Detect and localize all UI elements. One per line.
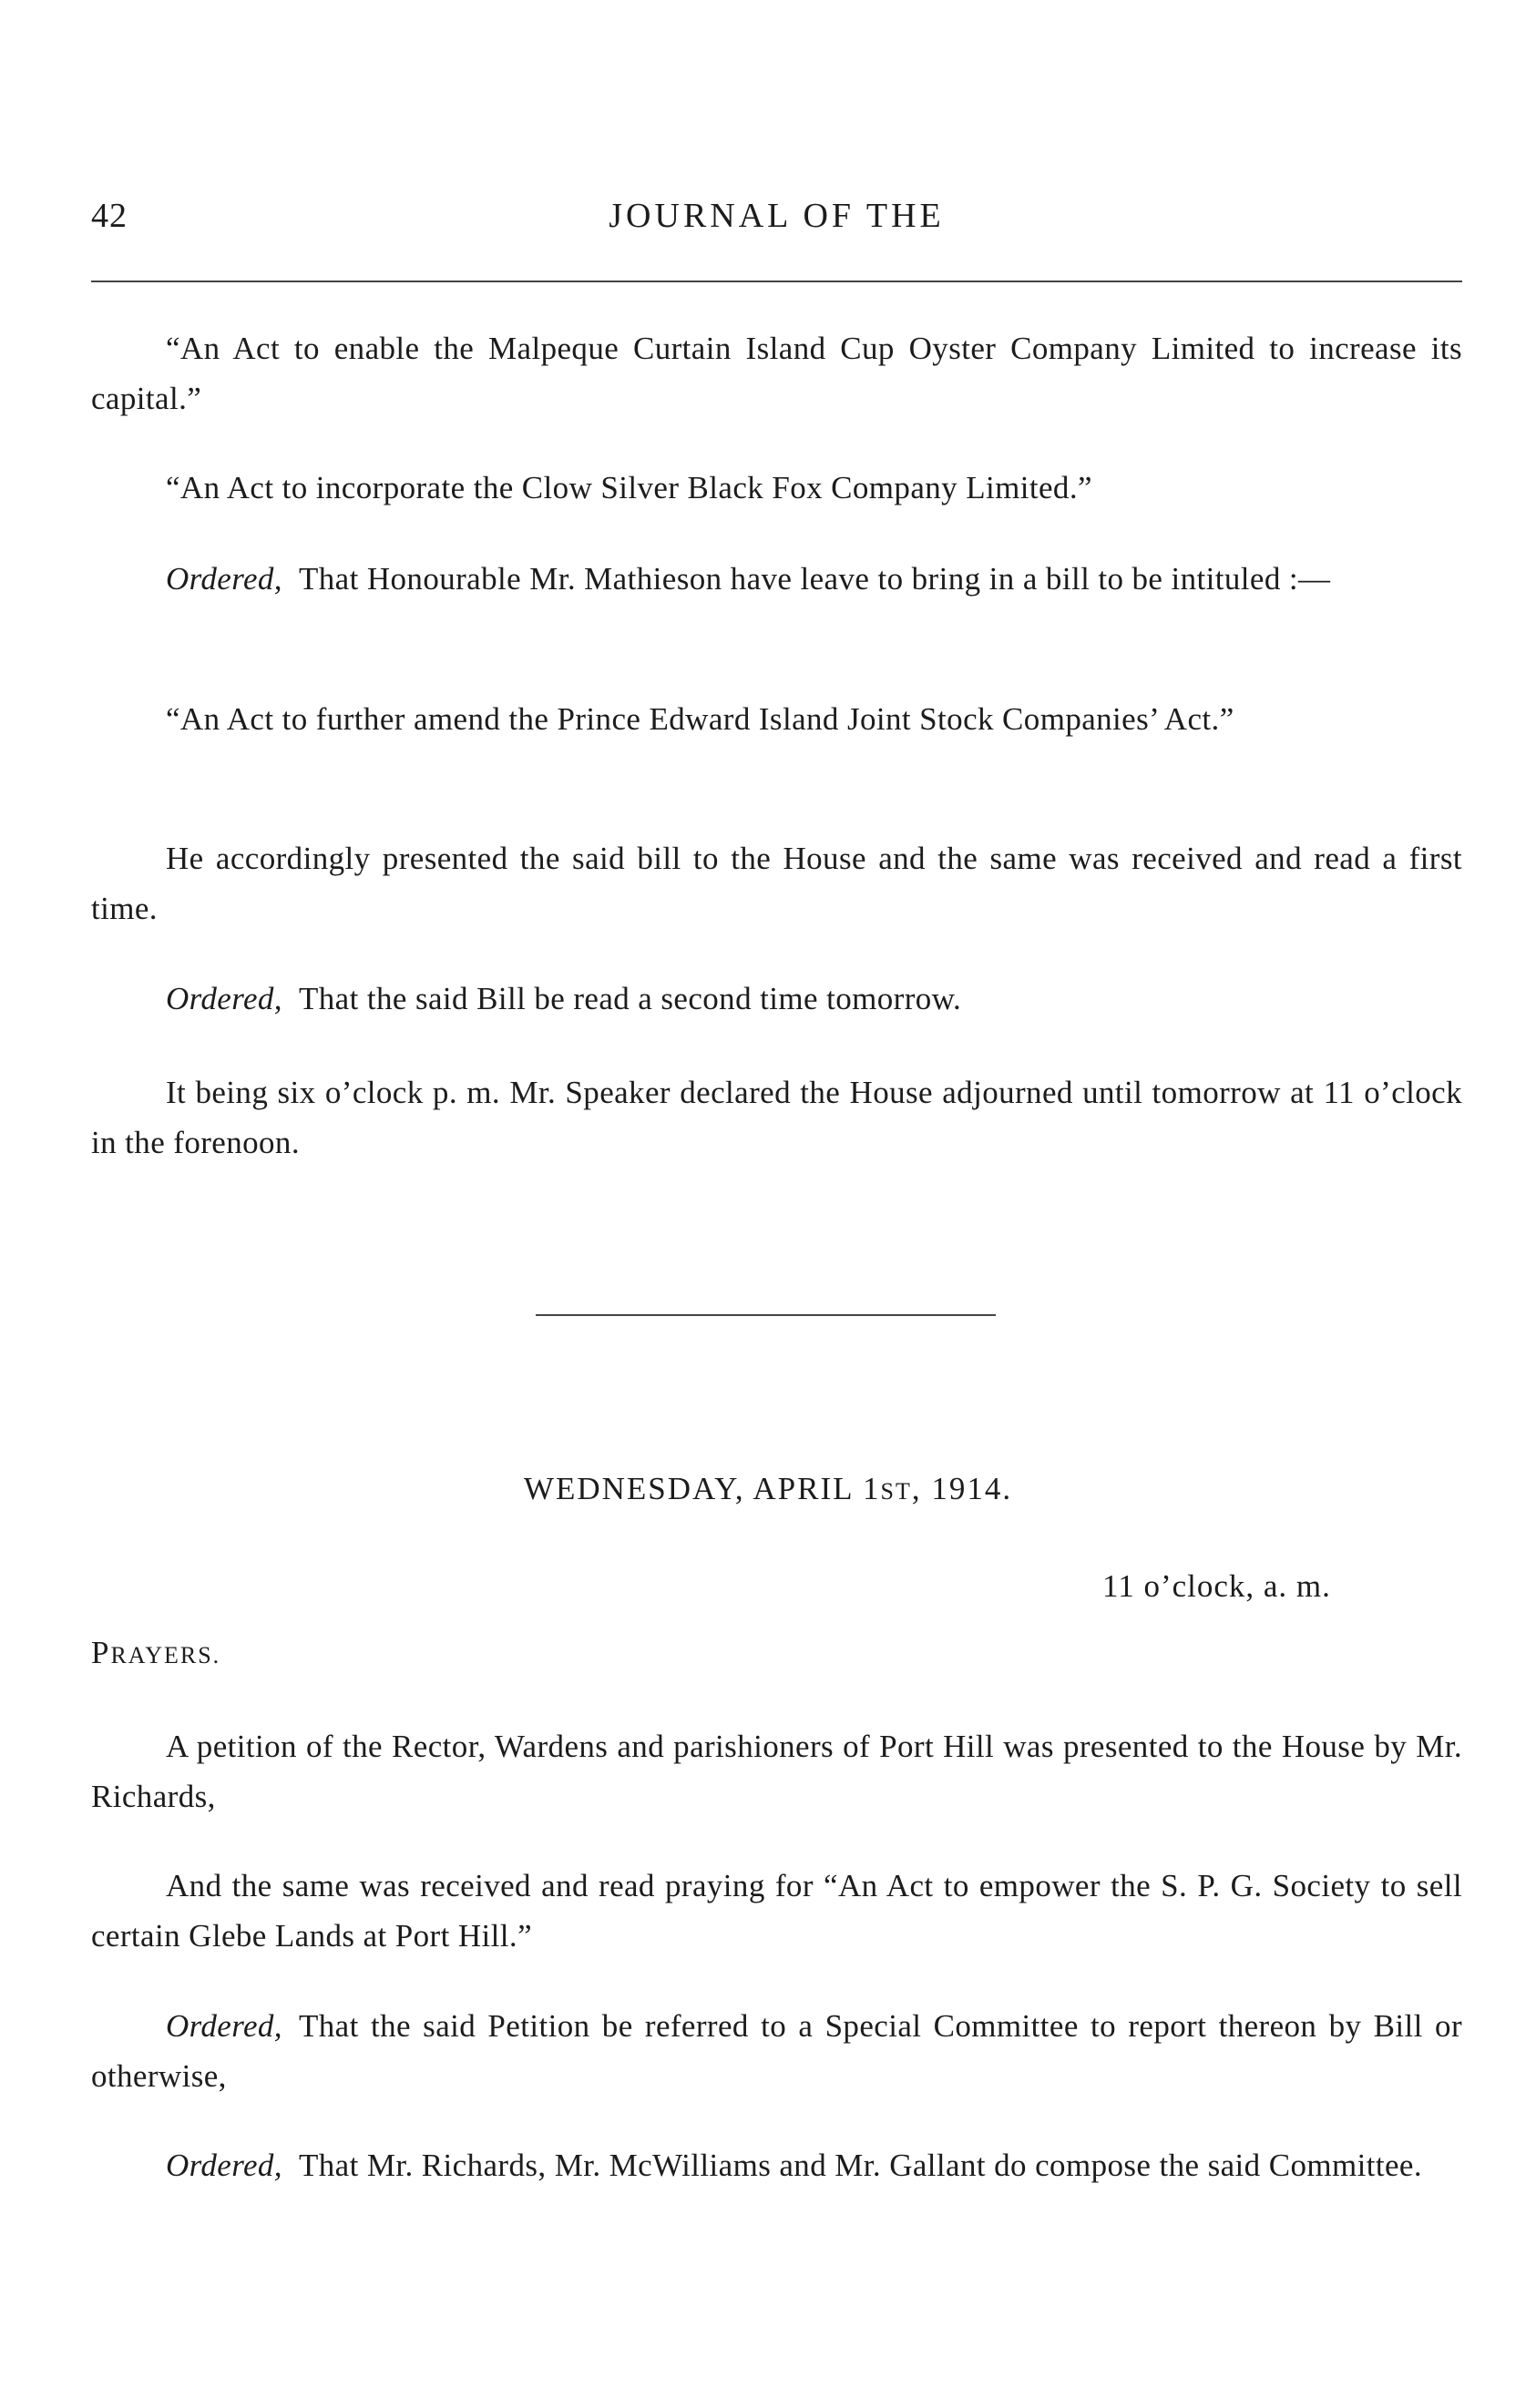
ordered-text: That Mr. Richards, Mr. McWilliams and Mr. Gallant do compose the said Committee. [298,2148,1422,2183]
date-suffix: ST [880,1478,912,1505]
paragraph-ordered-mathieson [91,554,1462,604]
date-year: , 1914. [911,1471,1013,1506]
date-heading [0,1471,1536,1507]
ordered-label: Ordered, [166,2008,282,2044]
ordered-text: That the said Petition be referred to a Special Committee to report thereon by Bill or otherwise, [91,2008,1462,2094]
prayers-rest: RAYERS. [110,1642,221,1668]
ordered-text: That Honourable Mr. Mathieson have leave to bring in a bill to be intituled :— [298,561,1331,597]
ordered-text: That the said Bill be read a second time tomorrow. [298,981,962,1016]
prayers-initial: P [91,1635,111,1670]
prayers-heading [91,1635,220,1671]
paragraph-presented: He accordingly presented the said bill to the House and the same was received and read a first time. [91,841,1462,926]
paragraph-act-clow: “An Act to incorporate the Clow Silver Black Fox Company Limited.” [166,470,1092,505]
sitting-time: 11 o’clock, a. m. [1102,1568,1331,1604]
running-title: JOURNAL OF THE [609,197,945,235]
paragraph-petition: A petition of the Rector, Wardens and parishioners of Port Hill was presented to the House by Mr. Richards, [91,1729,1462,1814]
ordered-label: Ordered, [166,2148,282,2183]
paragraph-act-malpeque: “An Act to enable the Malpeque Curtain Island Cup Oyster Company Limited to increase its capital.” [91,331,1462,416]
paragraph-ordered-committee [91,2001,1462,2101]
header-rule [91,281,1462,282]
paragraph-ordered-second-reading [91,974,1462,1024]
paragraph-ordered-compose [91,2140,1462,2190]
paragraph-praying: And the same was received and read praying for “An Act to empower the S. P. G. Society to sell certain Glebe Lands at Port Hill.” [91,1868,1462,1954]
paragraph-adjourned: It being six o’clock p. m. Mr. Speaker declared the House adjourned until tomorrow at 11 o’clock in the forenoon. [91,1075,1462,1160]
page-number: 42 [91,197,128,235]
section-divider [536,1314,996,1316]
page-header [91,196,1462,250]
ordered-label: Ordered, [166,981,282,1016]
date-main: WEDNESDAY, APRIL 1 [523,1471,881,1506]
paragraph-act-joint-stock: “An Act to further amend the Prince Edward Island Joint Stock Companies’ Act.” [166,701,1234,737]
ordered-label: Ordered, [166,561,282,597]
